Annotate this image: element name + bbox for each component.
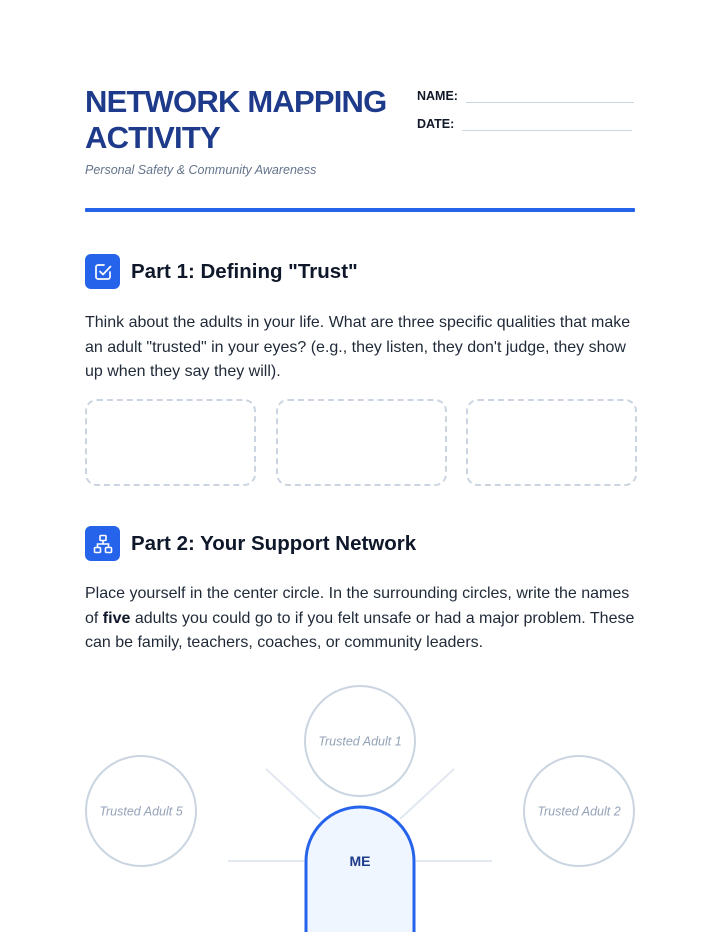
part2-text-emphasis: five: [102, 609, 131, 627]
trusted-adult-2-circle[interactable]: [524, 756, 634, 866]
part1-instructions: Think about the adults in your life. What are three specific qualities that make an adult "trusted" in your eyes? (e.g., they listen, they don't judge, they show up when they say they will).: [85, 314, 631, 380]
header-divider: [85, 208, 635, 212]
checkbox-icon: [85, 254, 120, 289]
part2-header: [85, 526, 416, 561]
support-network-diagram: [0, 670, 720, 932]
part1-title: Part 1: Defining "Trust": [131, 259, 358, 283]
page-subtitle: Personal Safety & Community Awareness: [85, 163, 317, 177]
date-line[interactable]: [462, 116, 632, 131]
date-label: DATE:: [417, 117, 455, 131]
part2-instructions: [85, 582, 645, 656]
connector-line-upper-right: [400, 769, 454, 819]
part2-text-end: adults you could go to if you felt unsafe or had a major problem. These can be family, teachers, coaches, or community leaders.: [85, 609, 635, 651]
part2-text-start: Place yourself in the center circle. In the surrounding circles, write the names of: [85, 585, 630, 627]
part1-header: [85, 254, 358, 289]
trusted-adult-1-circle[interactable]: [305, 686, 415, 796]
name-field[interactable]: [417, 88, 634, 103]
part2-title: Part 2: Your Support Network: [131, 531, 417, 555]
trusted-adult-5-label: Trusted Adult 5: [99, 804, 183, 819]
connector-line-upper-left: [266, 769, 320, 819]
name-label: NAME:: [417, 89, 458, 103]
trusted-adult-5-circle[interactable]: [86, 756, 196, 866]
me-circle[interactable]: [306, 807, 414, 932]
name-line[interactable]: [466, 88, 634, 103]
page-title: NETWORK MAPPING ACTIVITY: [85, 84, 387, 155]
me-label: ME: [349, 853, 371, 869]
quality-box-1[interactable]: [85, 399, 256, 486]
date-field[interactable]: [417, 116, 632, 131]
hierarchy-icon: [85, 526, 120, 561]
quality-box-2[interactable]: [276, 399, 447, 486]
trusted-adult-1-label: Trusted Adult 1: [318, 734, 402, 749]
quality-box-3[interactable]: [466, 399, 637, 486]
trusted-adult-2-label: Trusted Adult 2: [537, 804, 621, 819]
